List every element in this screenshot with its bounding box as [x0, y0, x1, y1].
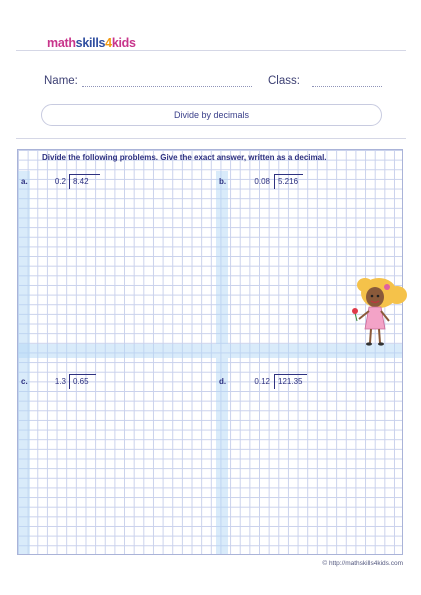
- name-label: Name:: [44, 75, 78, 87]
- middle-band-top: [216, 171, 228, 344]
- girl-with-flower-illustration: [343, 271, 409, 351]
- logo-text-math: math: [47, 36, 76, 50]
- class-field[interactable]: [312, 86, 382, 87]
- top-divider: [16, 50, 406, 51]
- problem-b-dividend: 5.216: [278, 177, 299, 186]
- logo-text-kids: kids: [111, 36, 136, 50]
- problem-a-label: a.: [21, 177, 28, 186]
- name-field[interactable]: [82, 86, 252, 87]
- left-band: [18, 171, 30, 554]
- class-label: Class:: [268, 75, 300, 87]
- problem-b-label: b.: [219, 177, 227, 186]
- site-logo: [47, 36, 136, 50]
- problem-d-dividend: 121.35: [278, 377, 303, 386]
- problem-d-label: d.: [219, 377, 227, 386]
- logo-text-4: 4: [105, 36, 112, 50]
- title-divider: [16, 138, 406, 139]
- problem-b-divisor: 0.08: [254, 177, 270, 186]
- middle-band-bottom: [216, 358, 228, 554]
- footer-url[interactable]: © http://mathskills4kids.com: [322, 560, 403, 567]
- problem-c-label: c.: [21, 377, 28, 386]
- problem-c-divisor: 1.3: [54, 377, 66, 386]
- problem-d-divisor: 0.12: [254, 377, 270, 386]
- worksheet-title: Divide by decimals: [41, 104, 382, 126]
- problem-c-dividend: 0.65: [73, 377, 89, 386]
- logo-text-skills: skills: [75, 36, 106, 50]
- instructions: Divide the following problems. Give the exact answer, written as a decimal.: [42, 153, 327, 162]
- problem-a-divisor: 0.2: [54, 177, 66, 186]
- problem-a-dividend: 8.42: [73, 177, 89, 186]
